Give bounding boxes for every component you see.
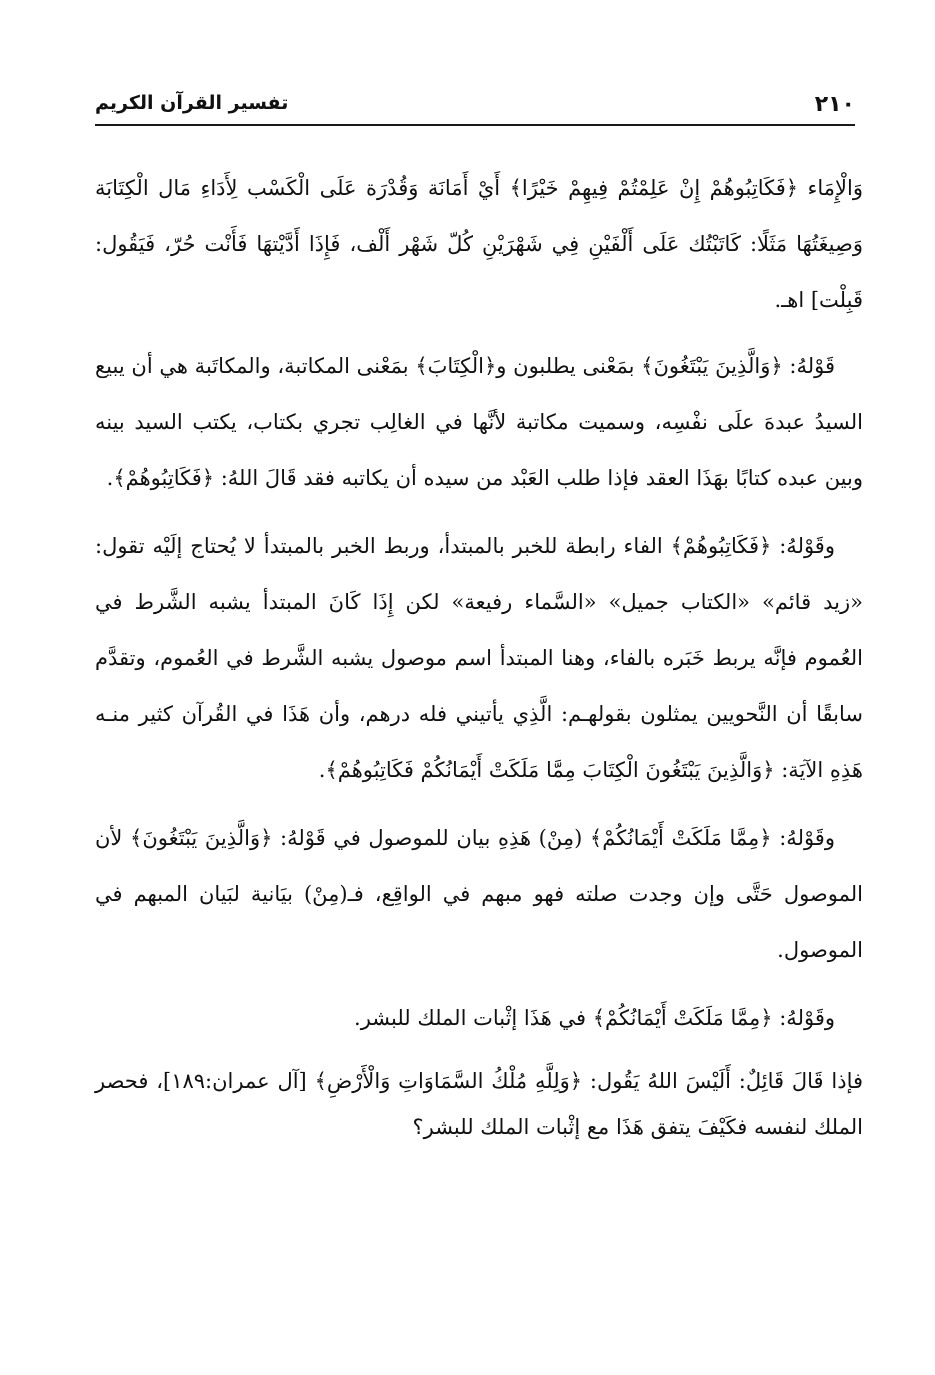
running-title: تفسير القرآن الكريم (95, 92, 289, 114)
page-header (95, 88, 855, 126)
paragraph: قَوْلهُ: ﴿وَالَّذِينَ يَبْتَغُونَ﴾ بمَعْنى يطلبون و﴿الْكِتَابَ﴾ بمَعْنى المكاتبة، والمكاتَبة هي أن يبيع السيدُ عبدهَ علَى نفْسِه، وسميت مكاتبة لأنَّها في الغالِب تجري بكتاب، يكتب السيد بينه وبين عبده كتابًا بهَذَا العقد فإذا طلب العَبْد من سيده أن يكاتبه فقد قَالَ اللهُ: ﴿فَكَاتِبُوهُمْ﴾. (95, 354, 863, 490)
paragraph: فإذا قَالَ قَائِلٌ: أَلَيْسَ اللهُ يَقُول: ﴿وَلِلَّهِ مُلْكُ السَّمَاوَاتِ وَالْأَرْضِ﴾ [آل عمران:١٨٩]، فحصر الملك لنفسه فكَيْفَ يتفق هَذَا مع إثْبات الملك للبشر؟ (95, 1069, 864, 1139)
page-number: ٢١٠ (814, 92, 855, 117)
paragraph: وقَوْلهُ: ﴿فَكَاتِبُوهُمْ﴾ الفاء رابطة للخبر بالمبتدأ، وربط الخبر بالمبتدأ لا يُحتاج إلَيْه تقول: «زيد قائم» «الكتاب جميل» «السَّماء رفيعة» لكن إِذَا كَانَ المبتدأ يشبه الشَّرط في العُموم فإنَّه يربط خَبَره بالفاء، وهنا المبتدأ اسم موصول يشبه الشَّرط في العُموم، وتقدَّم سابقًا أن النَّحويين يمثلون بقولهـم: الَّذِي يأتيني فله درهم، وأن هَذَا في القُرآن كثير منـه هَذِهِ الآيَة: ﴿وَالَّذِينَ يَبْتَغُونَ الْكِتَابَ مِمَّا مَلَكَتْ أَيْمَانُكُمْ فَكَاتِبُوهُمْ﴾. (95, 534, 863, 782)
body-text (95, 160, 863, 1162)
paragraph: وقَوْلهُ: ﴿مِمَّا مَلَكَتْ أَيْمَانُكُمْ﴾ في هَذَا إثْبات الملك للبشر. (354, 1006, 835, 1030)
paragraph: وقَوْلهُ: ﴿مِمَّا مَلَكَتْ أَيْمَانُكُمْ﴾ (مِنْ) هَذِهِ بيان للموصول في قَوْلهُ: ﴿وَالَّذِينَ يَبْتَغُونَ﴾ لأن الموصول حَتَّى وإن وجدت صلته فهو مبهم في الواقِع، فـ(مِنْ) بيَانية لبَيان المبهم في الموصول. (95, 826, 863, 962)
paragraph: وَالْإِمَاء ﴿فَكَاتِبُوهُمْ إِنْ عَلِمْتُمْ فِيهِمْ خَيْرًا﴾ أَيْ أَمَانَة وَقُدْرَة عَلَى الْكَسْب لِأَدَاءِ مَال الْكِتَابَة وَصِيغَتُهَا مَثَلًا: كَاتَبْتُك عَلَى أَلْفَيْنِ فِي شَهْرَيْنِ كُلّ شَهْر أَلْف، فَإِذَا أَدَّيْتهَا فَأَنْت حُرّ، فَيَقُول: قَبِلْت] اهـ. (95, 176, 863, 312)
